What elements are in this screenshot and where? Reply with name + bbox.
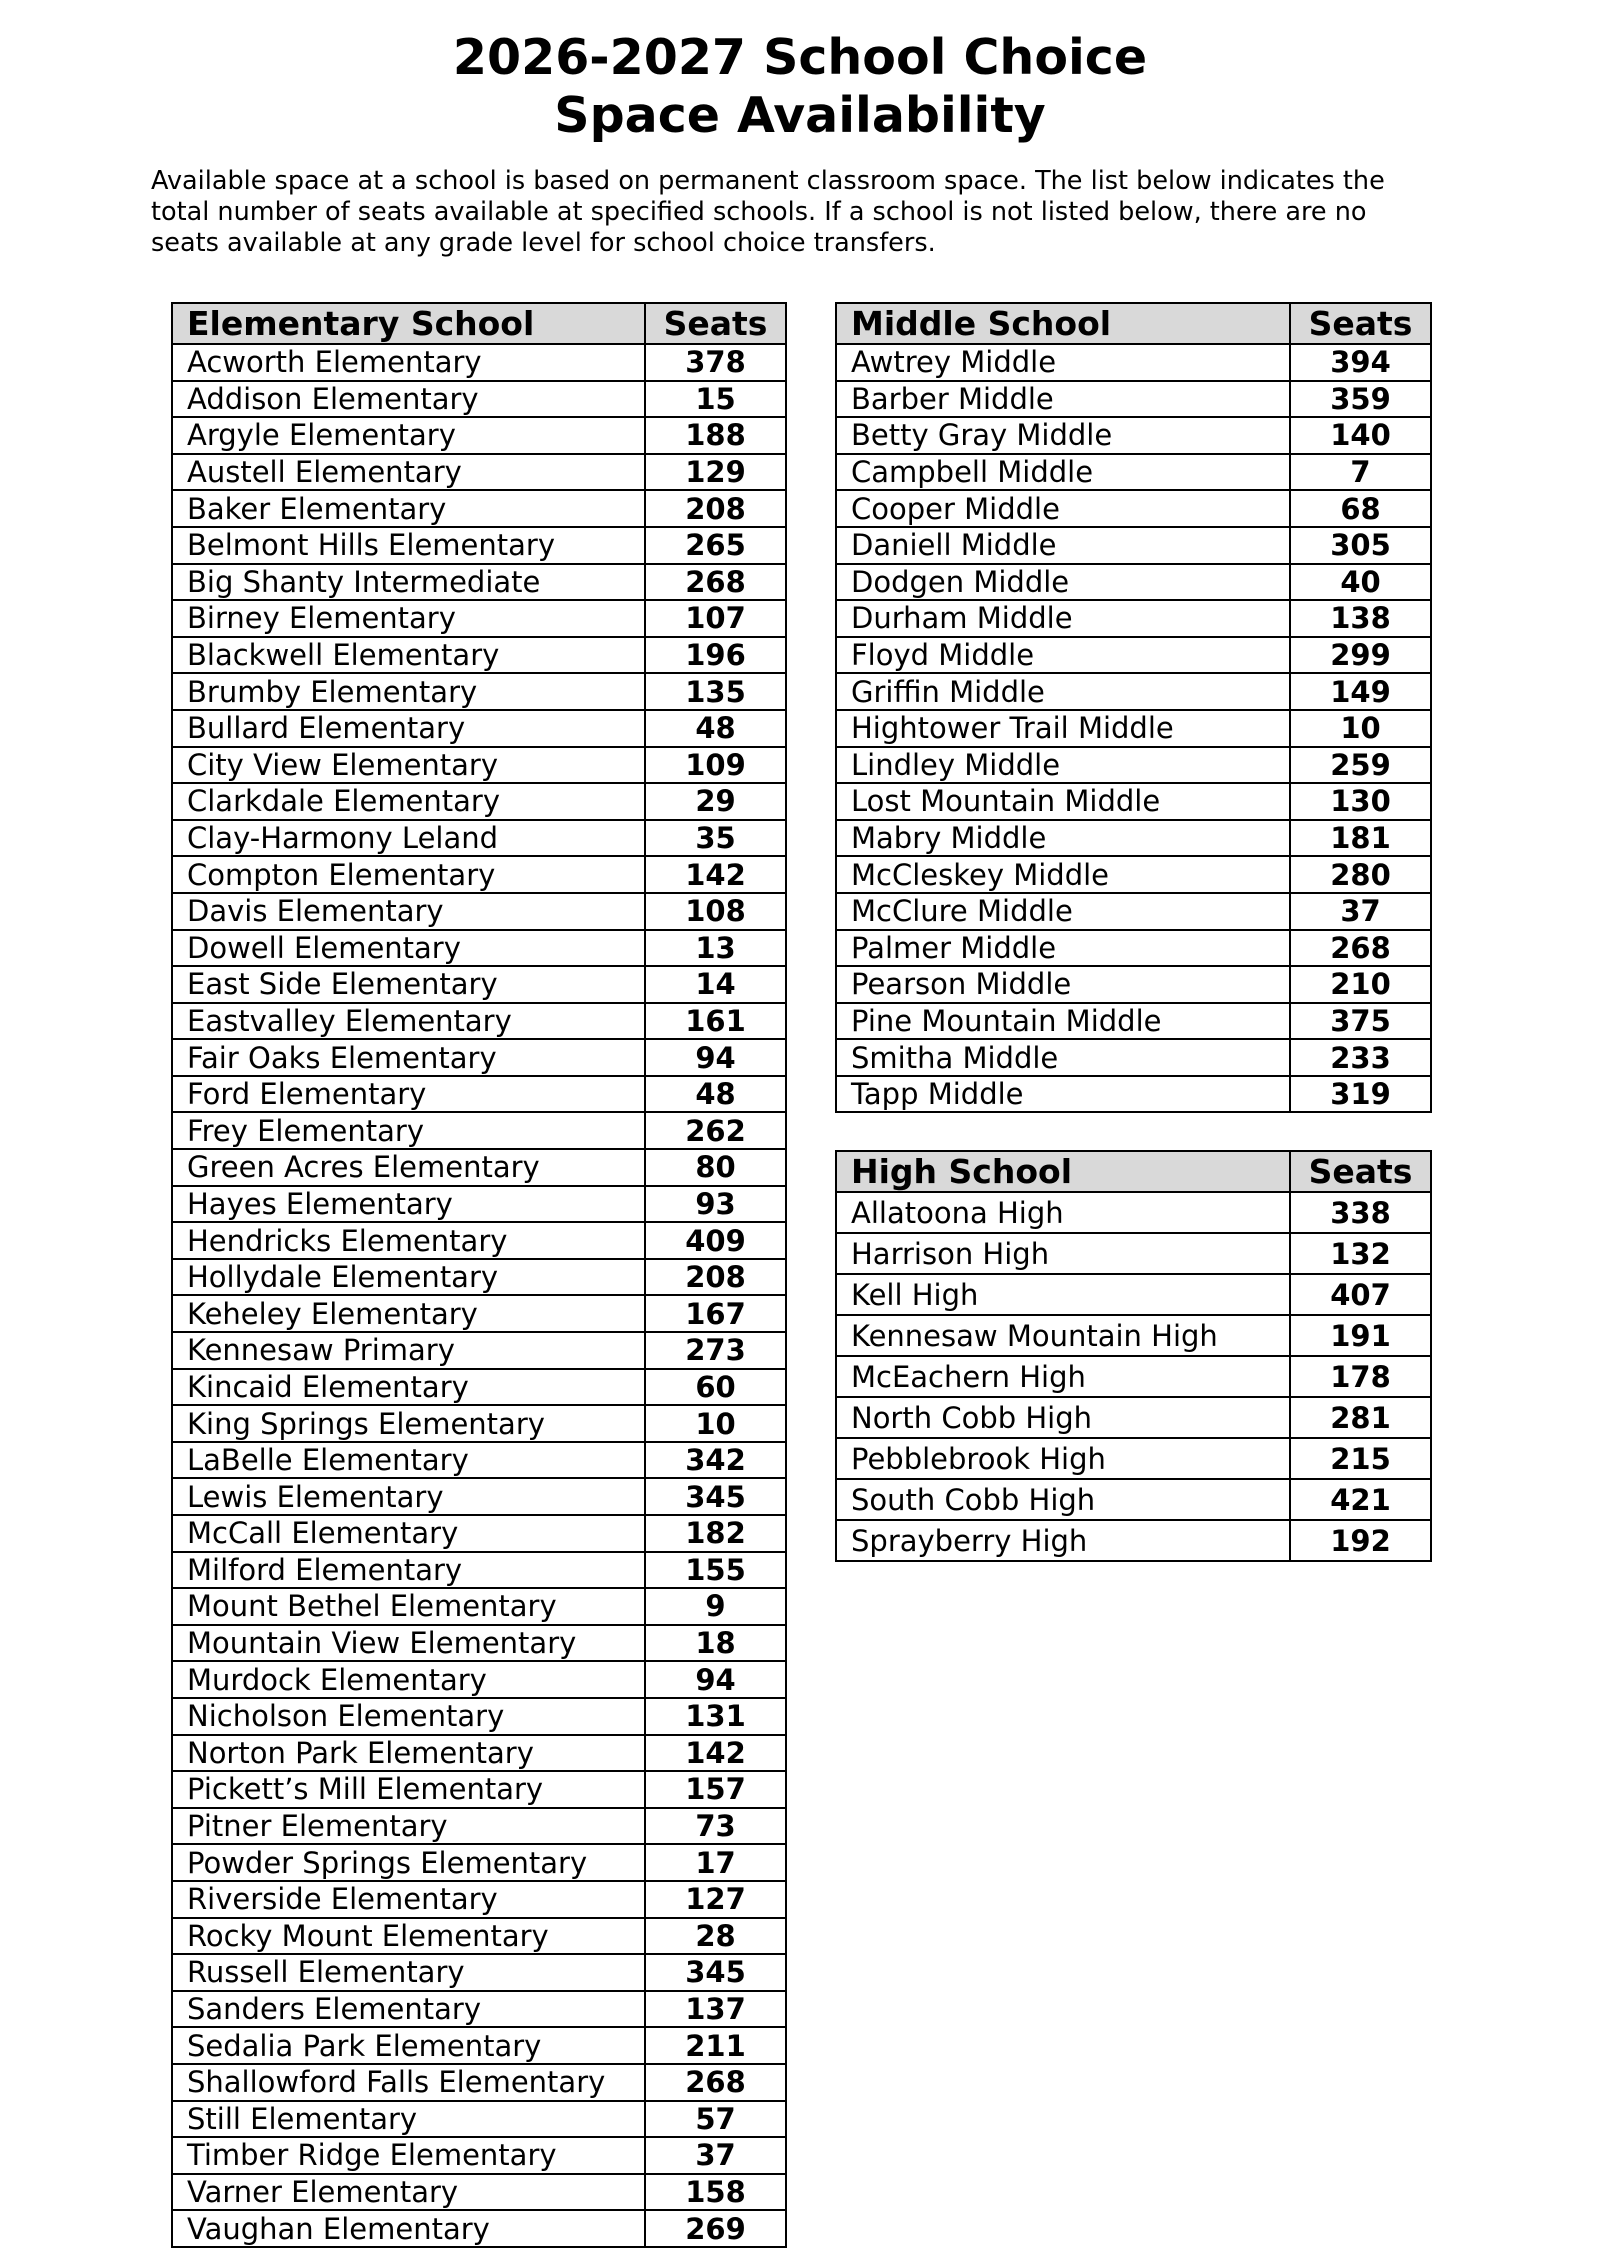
school-name-cell: Sanders Elementary	[172, 1991, 645, 2028]
seats-count-cell: 161	[645, 1003, 786, 1040]
table-row	[172, 1149, 786, 1186]
seats-count-cell: 157	[645, 1771, 786, 1808]
school-name-cell: Lewis Elementary	[172, 1478, 645, 1515]
seats-count-cell: 345	[645, 1954, 786, 1991]
table-row	[172, 710, 786, 747]
school-name-cell: Keheley Elementary	[172, 1295, 645, 1332]
table-row	[172, 1844, 786, 1881]
school-name-cell: Allatoona High	[836, 1192, 1290, 1233]
table-row	[836, 966, 1431, 1003]
seats-count-cell: 10	[1290, 710, 1431, 747]
seats-count-cell: 342	[645, 1442, 786, 1479]
seats-count-cell: 178	[1290, 1356, 1431, 1397]
school-name-cell: McEachern High	[836, 1356, 1290, 1397]
table-row	[172, 966, 786, 1003]
school-name-cell: Acworth Elementary	[172, 344, 645, 381]
table-row	[172, 1222, 786, 1259]
table-row	[836, 1397, 1431, 1438]
school-name-cell: Lindley Middle	[836, 747, 1290, 784]
table-row	[172, 2101, 786, 2138]
school-name-cell: Pebblebrook High	[836, 1438, 1290, 1479]
table-row	[172, 1991, 786, 2028]
school-name-cell: Pitner Elementary	[172, 1808, 645, 1845]
table-row	[172, 1625, 786, 1662]
seats-count-cell: 29	[645, 783, 786, 820]
school-column-header: High School	[836, 1151, 1290, 1192]
table-row	[172, 820, 786, 857]
seats-count-cell: 73	[645, 1808, 786, 1845]
seats-count-cell: 94	[645, 1661, 786, 1698]
high-school-table	[835, 1150, 1432, 1562]
seats-count-cell: 131	[645, 1698, 786, 1735]
school-name-cell: Awtrey Middle	[836, 344, 1290, 381]
school-name-cell: Blackwell Elementary	[172, 637, 645, 674]
table-row	[172, 1039, 786, 1076]
seats-count-cell: 109	[645, 747, 786, 784]
seats-count-cell: 18	[645, 1625, 786, 1662]
table-row	[172, 527, 786, 564]
table-row	[172, 1918, 786, 1955]
table-row	[172, 1588, 786, 1625]
seats-count-cell: 280	[1290, 856, 1431, 893]
table-row	[172, 564, 786, 601]
school-name-cell: Milford Elementary	[172, 1552, 645, 1589]
seats-count-cell: 319	[1290, 1076, 1431, 1113]
school-name-cell: Betty Gray Middle	[836, 417, 1290, 454]
table-row	[172, 1881, 786, 1918]
table-row	[836, 1438, 1431, 1479]
table-row	[836, 490, 1431, 527]
school-name-cell: Pearson Middle	[836, 966, 1290, 1003]
table-row	[836, 1076, 1431, 1113]
school-name-cell: Riverside Elementary	[172, 1881, 645, 1918]
table-row	[172, 1332, 786, 1369]
school-name-cell: Shallowford Falls Elementary	[172, 2064, 645, 2101]
school-name-cell: Hightower Trail Middle	[836, 710, 1290, 747]
school-column-header: Middle School	[836, 303, 1290, 344]
table-row	[172, 1735, 786, 1772]
table-row	[836, 893, 1431, 930]
seats-count-cell: 57	[645, 2101, 786, 2138]
school-name-cell: Kennesaw Primary	[172, 1332, 645, 1369]
table-row	[172, 1661, 786, 1698]
seats-count-cell: 273	[645, 1332, 786, 1369]
seats-count-cell: 48	[645, 710, 786, 747]
school-name-cell: Clarkdale Elementary	[172, 783, 645, 820]
school-name-cell: McCleskey Middle	[836, 856, 1290, 893]
seats-count-cell: 68	[1290, 490, 1431, 527]
seats-count-cell: 305	[1290, 527, 1431, 564]
seats-count-cell: 345	[645, 1478, 786, 1515]
school-name-cell: Rocky Mount Elementary	[172, 1918, 645, 1955]
school-name-cell: Lost Mountain Middle	[836, 783, 1290, 820]
seats-count-cell: 268	[645, 2064, 786, 2101]
school-name-cell: Griffin Middle	[836, 673, 1290, 710]
seats-count-cell: 149	[1290, 673, 1431, 710]
seats-count-cell: 210	[1290, 966, 1431, 1003]
seats-count-cell: 37	[645, 2137, 786, 2174]
school-name-cell: Powder Springs Elementary	[172, 1844, 645, 1881]
school-name-cell: Palmer Middle	[836, 930, 1290, 967]
table-row	[172, 893, 786, 930]
school-name-cell: Mount Bethel Elementary	[172, 1588, 645, 1625]
seats-column-header: Seats	[645, 303, 786, 344]
seats-count-cell: 338	[1290, 1192, 1431, 1233]
table-row	[836, 783, 1431, 820]
table-row	[172, 1003, 786, 1040]
seats-count-cell: 48	[645, 1076, 786, 1113]
seats-count-cell: 299	[1290, 637, 1431, 674]
table-header-row	[172, 303, 786, 344]
school-name-cell: Mountain View Elementary	[172, 1625, 645, 1662]
school-name-cell: Kincaid Elementary	[172, 1369, 645, 1406]
school-name-cell: Smitha Middle	[836, 1039, 1290, 1076]
seats-count-cell: 37	[1290, 893, 1431, 930]
school-name-cell: Tapp Middle	[836, 1076, 1290, 1113]
table-row	[172, 856, 786, 893]
school-name-cell: Hollydale Elementary	[172, 1259, 645, 1296]
seats-count-cell: 158	[645, 2174, 786, 2211]
school-name-cell: Argyle Elementary	[172, 417, 645, 454]
seats-count-cell: 138	[1290, 600, 1431, 637]
school-name-cell: Clay-Harmony Leland	[172, 820, 645, 857]
table-row	[172, 1186, 786, 1223]
seats-count-cell: 262	[645, 1112, 786, 1149]
school-name-cell: Varner Elementary	[172, 2174, 645, 2211]
table-row	[172, 2210, 786, 2247]
table-row	[836, 1356, 1431, 1397]
school-name-cell: Bullard Elementary	[172, 710, 645, 747]
seats-count-cell: 188	[645, 417, 786, 454]
table-row	[836, 820, 1431, 857]
school-name-cell: Dowell Elementary	[172, 930, 645, 967]
school-name-cell: Vaughan Elementary	[172, 2210, 645, 2247]
seats-count-cell: 14	[645, 966, 786, 1003]
school-name-cell: Sedalia Park Elementary	[172, 2027, 645, 2064]
table-row	[172, 1369, 786, 1406]
table-row	[172, 1478, 786, 1515]
table-row	[172, 673, 786, 710]
table-row	[836, 1520, 1431, 1561]
seats-count-cell: 93	[645, 1186, 786, 1223]
table-row	[172, 930, 786, 967]
seats-count-cell: 167	[645, 1295, 786, 1332]
table-row	[172, 1076, 786, 1113]
seats-count-cell: 108	[645, 893, 786, 930]
school-name-cell: Green Acres Elementary	[172, 1149, 645, 1186]
table-row	[172, 1295, 786, 1332]
table-row	[836, 856, 1431, 893]
table-row	[172, 600, 786, 637]
seats-count-cell: 233	[1290, 1039, 1431, 1076]
table-row	[172, 1515, 786, 1552]
seats-count-cell: 378	[645, 344, 786, 381]
seats-count-cell: 215	[1290, 1438, 1431, 1479]
seats-count-cell: 137	[645, 1991, 786, 2028]
school-name-cell: Durham Middle	[836, 600, 1290, 637]
table-header-row	[836, 1151, 1431, 1192]
table-row	[836, 1039, 1431, 1076]
seats-count-cell: 13	[645, 930, 786, 967]
seats-count-cell: 142	[645, 1735, 786, 1772]
seats-count-cell: 28	[645, 1918, 786, 1955]
school-name-cell: Floyd Middle	[836, 637, 1290, 674]
school-name-cell: Timber Ridge Elementary	[172, 2137, 645, 2174]
seats-count-cell: 60	[645, 1369, 786, 1406]
intro-line: seats available at any grade level for school choice transfers.	[151, 228, 936, 258]
elementary-school-table	[171, 302, 787, 2248]
school-name-cell: Compton Elementary	[172, 856, 645, 893]
school-name-cell: Sprayberry High	[836, 1520, 1290, 1561]
page-title: 2026-2027 School Choice	[452, 29, 1148, 86]
table-row	[836, 600, 1431, 637]
seats-count-cell: 80	[645, 1149, 786, 1186]
table-row	[172, 1112, 786, 1149]
school-name-cell: Baker Elementary	[172, 490, 645, 527]
seats-count-cell: 35	[645, 820, 786, 857]
seats-count-cell: 265	[645, 527, 786, 564]
seats-count-cell: 94	[645, 1039, 786, 1076]
table-row	[836, 930, 1431, 967]
seats-count-cell: 192	[1290, 1520, 1431, 1561]
seats-count-cell: 181	[1290, 820, 1431, 857]
school-name-cell: Murdock Elementary	[172, 1661, 645, 1698]
school-name-cell: Frey Elementary	[172, 1112, 645, 1149]
school-name-cell: LaBelle Elementary	[172, 1442, 645, 1479]
school-column-header: Elementary School	[172, 303, 645, 344]
seats-count-cell: 17	[645, 1844, 786, 1881]
table-row	[836, 1479, 1431, 1520]
table-row	[172, 381, 786, 418]
seats-count-cell: 142	[645, 856, 786, 893]
seats-count-cell: 259	[1290, 747, 1431, 784]
seats-count-cell: 107	[645, 600, 786, 637]
table-row	[836, 747, 1431, 784]
seats-count-cell: 129	[645, 454, 786, 491]
table-row	[836, 710, 1431, 747]
seats-count-cell: 359	[1290, 381, 1431, 418]
seats-count-cell: 40	[1290, 564, 1431, 601]
table-row	[836, 1315, 1431, 1356]
seats-count-cell: 130	[1290, 783, 1431, 820]
seats-count-cell: 208	[645, 1259, 786, 1296]
table-row	[172, 2137, 786, 2174]
school-name-cell: Kennesaw Mountain High	[836, 1315, 1290, 1356]
table-row	[172, 344, 786, 381]
table-row	[172, 2064, 786, 2101]
school-name-cell: Hayes Elementary	[172, 1186, 645, 1223]
table-row	[172, 783, 786, 820]
table-row	[172, 490, 786, 527]
seats-count-cell: 196	[645, 637, 786, 674]
table-row	[172, 454, 786, 491]
seats-column-header: Seats	[1290, 303, 1431, 344]
table-row	[172, 1442, 786, 1479]
seats-count-cell: 132	[1290, 1233, 1431, 1274]
table-row	[172, 637, 786, 674]
table-row	[836, 564, 1431, 601]
seats-count-cell: 127	[645, 1881, 786, 1918]
seats-count-cell: 7	[1290, 454, 1431, 491]
school-name-cell: McCall Elementary	[172, 1515, 645, 1552]
seats-count-cell: 208	[645, 490, 786, 527]
intro-paragraph	[151, 166, 1451, 259]
table-row	[172, 1259, 786, 1296]
school-name-cell: Austell Elementary	[172, 454, 645, 491]
school-name-cell: Pine Mountain Middle	[836, 1003, 1290, 1040]
school-name-cell: Hendricks Elementary	[172, 1222, 645, 1259]
seats-count-cell: 409	[645, 1222, 786, 1259]
school-name-cell: Brumby Elementary	[172, 673, 645, 710]
seats-count-cell: 155	[645, 1552, 786, 1589]
school-name-cell: Mabry Middle	[836, 820, 1290, 857]
school-name-cell: Kell High	[836, 1274, 1290, 1315]
seats-count-cell: 268	[1290, 930, 1431, 967]
school-name-cell: North Cobb High	[836, 1397, 1290, 1438]
school-name-cell: Addison Elementary	[172, 381, 645, 418]
table-row	[836, 637, 1431, 674]
school-name-cell: Birney Elementary	[172, 600, 645, 637]
seats-count-cell: 269	[645, 2210, 786, 2247]
school-name-cell: City View Elementary	[172, 747, 645, 784]
table-header-row	[836, 303, 1431, 344]
school-name-cell: Norton Park Elementary	[172, 1735, 645, 1772]
seats-count-cell: 375	[1290, 1003, 1431, 1040]
table-row	[836, 454, 1431, 491]
table-row	[836, 673, 1431, 710]
seats-column-header: Seats	[1290, 1151, 1431, 1192]
school-name-cell: East Side Elementary	[172, 966, 645, 1003]
table-row	[172, 1405, 786, 1442]
table-row	[172, 747, 786, 784]
school-name-cell: South Cobb High	[836, 1479, 1290, 1520]
table-row	[836, 1274, 1431, 1315]
school-name-cell: Campbell Middle	[836, 454, 1290, 491]
table-row	[172, 2174, 786, 2211]
seats-count-cell: 211	[645, 2027, 786, 2064]
seats-count-cell: 281	[1290, 1397, 1431, 1438]
middle-school-table	[835, 302, 1432, 1113]
seats-count-cell: 421	[1290, 1479, 1431, 1520]
table-row	[172, 1771, 786, 1808]
intro-line: Available space at a school is based on permanent classroom space. The list below indicates the	[151, 166, 1385, 196]
school-name-cell: Barber Middle	[836, 381, 1290, 418]
table-row	[172, 417, 786, 454]
school-name-cell: Cooper Middle	[836, 490, 1290, 527]
seats-count-cell: 191	[1290, 1315, 1431, 1356]
table-row	[836, 344, 1431, 381]
seats-count-cell: 268	[645, 564, 786, 601]
page-subtitle: Space Availability	[554, 87, 1046, 144]
seats-count-cell: 9	[645, 1588, 786, 1625]
seats-count-cell: 394	[1290, 344, 1431, 381]
seats-count-cell: 10	[645, 1405, 786, 1442]
table-row	[836, 1192, 1431, 1233]
seats-count-cell: 182	[645, 1515, 786, 1552]
school-name-cell: Daniell Middle	[836, 527, 1290, 564]
seats-count-cell: 15	[645, 381, 786, 418]
table-row	[836, 527, 1431, 564]
school-name-cell: Pickett’s Mill Elementary	[172, 1771, 645, 1808]
seats-count-cell: 135	[645, 673, 786, 710]
school-name-cell: Nicholson Elementary	[172, 1698, 645, 1735]
school-name-cell: McClure Middle	[836, 893, 1290, 930]
table-row	[836, 1003, 1431, 1040]
school-name-cell: King Springs Elementary	[172, 1405, 645, 1442]
table-row	[172, 2027, 786, 2064]
school-name-cell: Dodgen Middle	[836, 564, 1290, 601]
school-name-cell: Russell Elementary	[172, 1954, 645, 1991]
table-row	[172, 1552, 786, 1589]
intro-line: total number of seats available at specified schools. If a school is not listed below, there are no	[151, 197, 1367, 227]
seats-count-cell: 407	[1290, 1274, 1431, 1315]
school-name-cell: Eastvalley Elementary	[172, 1003, 645, 1040]
table-row	[172, 1808, 786, 1845]
table-row	[836, 1233, 1431, 1274]
table-row	[836, 417, 1431, 454]
school-name-cell: Ford Elementary	[172, 1076, 645, 1113]
table-row	[836, 381, 1431, 418]
table-row	[172, 1698, 786, 1735]
seats-count-cell: 140	[1290, 417, 1431, 454]
school-name-cell: Big Shanty Intermediate	[172, 564, 645, 601]
school-name-cell: Fair Oaks Elementary	[172, 1039, 645, 1076]
school-name-cell: Harrison High	[836, 1233, 1290, 1274]
school-name-cell: Davis Elementary	[172, 893, 645, 930]
school-name-cell: Still Elementary	[172, 2101, 645, 2138]
school-name-cell: Belmont Hills Elementary	[172, 527, 645, 564]
table-row	[172, 1954, 786, 1991]
